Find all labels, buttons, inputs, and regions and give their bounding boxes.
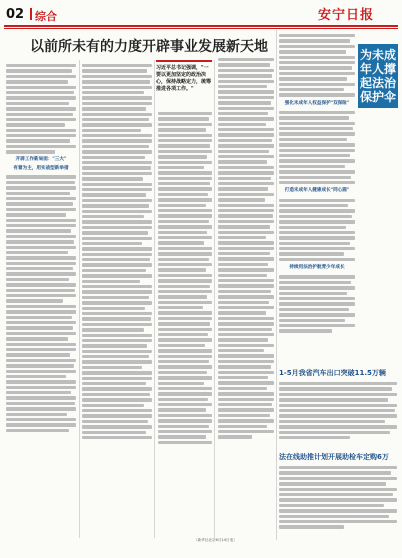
article-column-1 <box>6 62 76 542</box>
subhead-left-1: 开辟工作新局面："三大" <box>15 156 67 162</box>
right-article <box>279 32 355 364</box>
news-body-1 <box>279 380 397 446</box>
column-divider <box>214 60 215 538</box>
right-subhead-3: 持续用法治护航青少年成长 <box>289 265 345 271</box>
pull-quote <box>156 60 212 93</box>
section-name: 综合 <box>35 10 57 23</box>
pull-quote-text: 习近平总书记强调，"一要以更加坚定的政治决心，保持战略定力，统筹推进各项工作。" <box>156 65 212 92</box>
pull-quote-rule <box>156 60 212 62</box>
article-footer-note: （新华社北京6月14日电） <box>194 538 237 542</box>
news-body-2 <box>279 464 397 540</box>
subhead-left-2: 有着为主，用实战型新举措 <box>13 166 69 172</box>
article-column-2 <box>82 62 152 542</box>
news-headline-2: 法在线助推计划开展助检车定购6万 <box>279 453 389 461</box>
column-divider <box>154 60 155 538</box>
header-divider <box>30 8 32 20</box>
page-header <box>0 0 402 26</box>
right-subhead-2: 打造未成年人健康成长"同心圆" <box>284 188 350 194</box>
article-column-4 <box>218 56 274 540</box>
right-headline: 为未成年人撑起法治保护伞 <box>358 44 398 108</box>
main-headline: 以前所未有的力度开辟事业发展新天地 <box>30 39 268 55</box>
newspaper-logo: 安宁日报 <box>318 8 375 23</box>
page-number: 02 <box>6 7 25 22</box>
article-column-3 <box>158 110 212 540</box>
header-rule <box>4 25 398 27</box>
header-rule-thin <box>4 28 398 29</box>
column-divider <box>79 60 80 538</box>
news-headline-1: 1-5月我省汽车出口突破11.5万辆 <box>279 369 386 377</box>
right-subhead-1: 强化未成年人权益保护"双保险" <box>284 100 350 106</box>
column-divider <box>276 30 277 540</box>
